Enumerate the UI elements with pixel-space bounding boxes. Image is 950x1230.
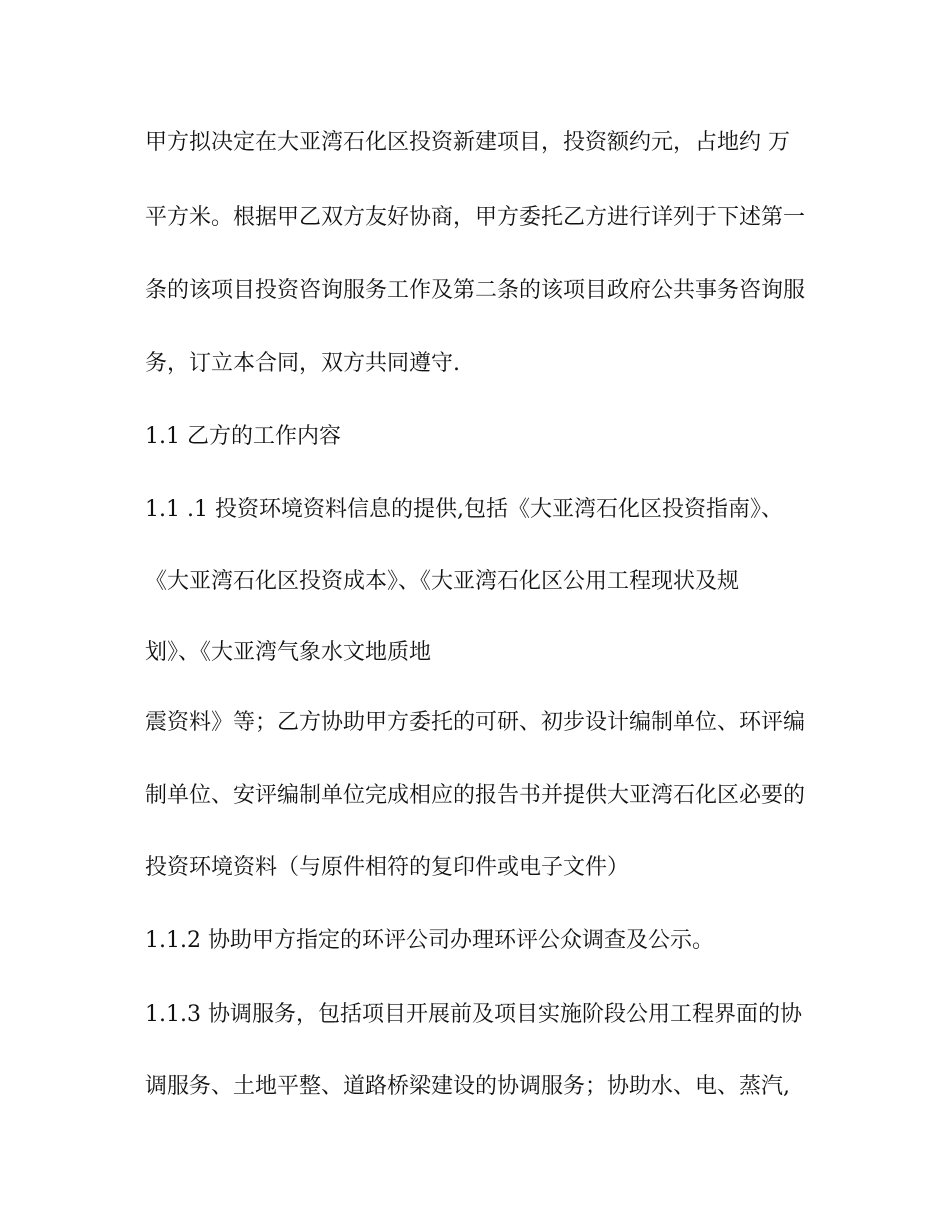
paragraph-line-14: 调服务、土地平整、道路桥梁建设的协调服务；协助水、电、蒸汽, (145, 1074, 790, 1099)
paragraph-line-11: 投资环境资料（与原件相符的复印件或电子文件） (145, 855, 630, 880)
paragraph-line-2: 平方米。根据甲乙双方友好协商，甲方委托乙方进行详列于下述第一 (145, 205, 806, 230)
paragraph-line-1: 甲方拟决定在大亚湾石化区投资新建项目，投资额约元，占地约 万 (145, 130, 790, 155)
paragraph-line-10: 制单位、安评编制单位完成相应的报告书并提供大亚湾石化区必要的 (145, 783, 806, 808)
paragraph-line-4: 务，订立本合同，双方共同遵守. (145, 351, 460, 376)
paragraph-line-1-1-3: 1.1.3 协调服务，包括项目开展前及项目实施阶段公用工程界面的协 (145, 1002, 802, 1027)
section-heading-1-1: 1.1 乙方的工作内容 (145, 424, 341, 449)
paragraph-line-1-1-2: 1.1.2 协助甲方指定的环评公司办理环评公众调查及公示。 (145, 928, 714, 953)
paragraph-line-7: 《大亚湾石化区投资成本》、《大亚湾石化区公用工程现状及规 (145, 569, 740, 594)
paragraph-line-9: 震资料》等；乙方协助甲方委托的可研、初步设计编制单位、环评编 (145, 710, 806, 735)
paragraph-line-8: 划》、《大亚湾气象水文地质地 (145, 640, 432, 665)
paragraph-line-3: 条的该项目投资咨询服务工作及第二条的该项目政府公共事务咨询服 (145, 278, 806, 303)
paragraph-line-1-1-1: 1.1 .1 投资环境资料信息的提供,包括《大亚湾石化区投资指南》、 (145, 497, 783, 522)
